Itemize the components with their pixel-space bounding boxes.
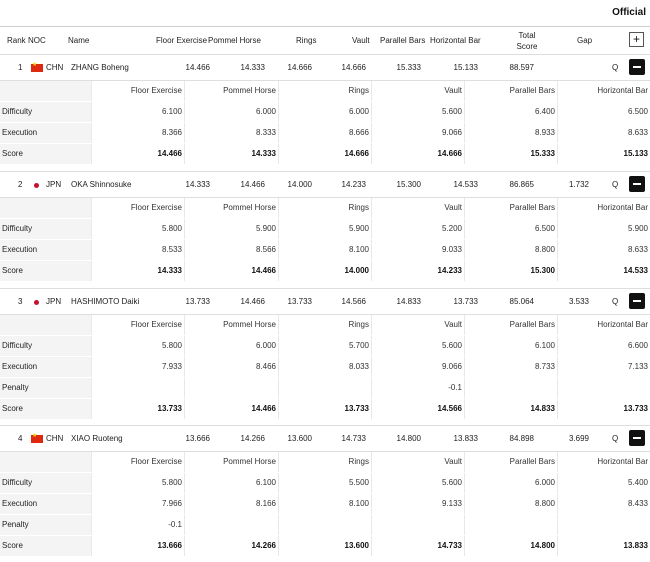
detail-cell bbox=[557, 378, 650, 398]
detail-apparatus-header: Vault bbox=[371, 315, 464, 335]
detail-cell: 6.000 bbox=[278, 102, 371, 122]
athlete-name[interactable]: OKA Shinnosuke bbox=[71, 180, 132, 189]
score-row bbox=[0, 536, 650, 556]
difficulty-row bbox=[0, 473, 650, 493]
detail-apparatus-header: Vault bbox=[371, 452, 464, 472]
detail-cell: 5.900 bbox=[278, 219, 371, 239]
detail-cell: 5.800 bbox=[91, 336, 184, 356]
detail-cell: 14.733 bbox=[371, 536, 464, 556]
detail-apparatus-header: Vault bbox=[371, 198, 464, 218]
apparatus-score: 14.333 bbox=[185, 180, 210, 189]
detail-apparatus-header: Rings bbox=[278, 315, 371, 335]
athlete-row[interactable] bbox=[0, 54, 650, 81]
results-table-header bbox=[0, 27, 650, 54]
results-status: Official bbox=[612, 7, 646, 18]
execution-row bbox=[0, 123, 650, 143]
detail-apparatus-header: Floor Exercise bbox=[91, 452, 184, 472]
detail-cell bbox=[184, 515, 278, 535]
detail-cell: 5.400 bbox=[557, 473, 650, 493]
qualification-badge: Q bbox=[612, 63, 619, 72]
difficulty-row bbox=[0, 219, 650, 239]
detail-cell bbox=[557, 515, 650, 535]
detail-cell: 5.200 bbox=[371, 219, 464, 239]
detail-cell: 8.466 bbox=[184, 357, 278, 377]
detail-cell: 8.633 bbox=[557, 240, 650, 260]
detail-header-spacer bbox=[0, 452, 91, 472]
penalty-row bbox=[0, 378, 650, 398]
athlete-noc: JPN bbox=[46, 180, 62, 189]
athlete-name[interactable]: ZHANG Boheng bbox=[71, 63, 129, 72]
detail-cell: 6.000 bbox=[184, 336, 278, 356]
athlete-row[interactable] bbox=[0, 171, 650, 198]
execution-row bbox=[0, 494, 650, 514]
collapse-row-button[interactable] bbox=[629, 59, 645, 75]
detail-row-label: Execution bbox=[0, 357, 91, 377]
detail-apparatus-header: Horizontal Bar bbox=[557, 81, 650, 101]
detail-apparatus-header: Horizontal Bar bbox=[557, 198, 650, 218]
detail-cell: 8.166 bbox=[184, 494, 278, 514]
detail-cell: 9.066 bbox=[371, 123, 464, 143]
apparatus-score: 15.133 bbox=[453, 63, 478, 72]
difficulty-row bbox=[0, 102, 650, 122]
detail-cell: 15.133 bbox=[557, 144, 650, 164]
score-row bbox=[0, 261, 650, 281]
detail-cell: 5.600 bbox=[371, 336, 464, 356]
detail-cell bbox=[278, 378, 371, 398]
qualification-badge: Q bbox=[612, 297, 619, 306]
athlete-total-score: 85.064 bbox=[509, 297, 534, 306]
apparatus-score: 14.566 bbox=[341, 297, 366, 306]
execution-row bbox=[0, 357, 650, 377]
collapse-row-button[interactable] bbox=[629, 430, 645, 446]
detail-header-row bbox=[0, 198, 650, 218]
detail-cell: 15.333 bbox=[464, 144, 557, 164]
detail-cell: 6.500 bbox=[557, 102, 650, 122]
athlete-name[interactable]: XIAO Ruoteng bbox=[71, 434, 123, 443]
detail-cell: 9.133 bbox=[371, 494, 464, 514]
detail-header-row bbox=[0, 452, 650, 472]
detail-apparatus-header: Pommel Horse bbox=[184, 81, 278, 101]
apparatus-score: 13.833 bbox=[453, 434, 478, 443]
detail-cell: 5.700 bbox=[278, 336, 371, 356]
detail-cell: 14.000 bbox=[278, 261, 371, 281]
athlete-noc: JPN bbox=[46, 297, 62, 306]
detail-cell bbox=[464, 515, 557, 535]
detail-cell: 5.600 bbox=[371, 473, 464, 493]
detail-cell: 8.033 bbox=[278, 357, 371, 377]
detail-apparatus-header: Floor Exercise bbox=[91, 315, 184, 335]
apparatus-score: 14.666 bbox=[287, 63, 312, 72]
detail-cell: 15.300 bbox=[464, 261, 557, 281]
detail-row-label: Score bbox=[0, 536, 91, 556]
detail-cell: 5.900 bbox=[557, 219, 650, 239]
detail-cell: 8.933 bbox=[464, 123, 557, 143]
apparatus-score: 14.466 bbox=[185, 63, 210, 72]
athlete-gap: 1.732 bbox=[568, 180, 589, 189]
athlete-row[interactable] bbox=[0, 288, 650, 315]
detail-apparatus-header: Parallel Bars bbox=[464, 315, 557, 335]
detail-cell: 9.033 bbox=[371, 240, 464, 260]
athlete-row[interactable] bbox=[0, 425, 650, 452]
penalty-row bbox=[0, 515, 650, 535]
athlete-rank: 3 bbox=[18, 297, 23, 306]
detail-cell: 13.733 bbox=[278, 399, 371, 419]
apparatus-score: 14.000 bbox=[287, 180, 312, 189]
detail-cell: -0.1 bbox=[371, 378, 464, 398]
detail-apparatus-header: Horizontal Bar bbox=[557, 452, 650, 472]
detail-apparatus-header: Parallel Bars bbox=[464, 198, 557, 218]
athlete-gap: 3.699 bbox=[568, 434, 589, 443]
detail-cell: 5.600 bbox=[371, 102, 464, 122]
apparatus-score: 13.666 bbox=[185, 434, 210, 443]
detail-apparatus-header: Pommel Horse bbox=[184, 452, 278, 472]
detail-apparatus-header: Pommel Horse bbox=[184, 198, 278, 218]
detail-cell: 14.333 bbox=[184, 144, 278, 164]
detail-row-label: Penalty bbox=[0, 378, 91, 398]
detail-apparatus-header: Parallel Bars bbox=[464, 81, 557, 101]
detail-cell: 5.800 bbox=[91, 219, 184, 239]
athlete-rank: 2 bbox=[18, 180, 23, 189]
athlete-name[interactable]: HASHIMOTO Daiki bbox=[71, 297, 140, 306]
detail-cell: 7.933 bbox=[91, 357, 184, 377]
detail-cell: 6.600 bbox=[557, 336, 650, 356]
detail-cell: 6.000 bbox=[184, 102, 278, 122]
header-parallel-bars: Parallel Bars bbox=[380, 36, 426, 45]
apparatus-score: 14.233 bbox=[341, 180, 366, 189]
detail-cell bbox=[371, 515, 464, 535]
difficulty-row bbox=[0, 336, 650, 356]
apparatus-score: 14.466 bbox=[240, 180, 265, 189]
detail-cell: 14.666 bbox=[371, 144, 464, 164]
apparatus-score: 14.333 bbox=[240, 63, 265, 72]
detail-cell: 5.900 bbox=[184, 219, 278, 239]
athlete-noc: CHN bbox=[46, 63, 64, 72]
detail-cell: 6.100 bbox=[91, 102, 184, 122]
athlete-total-score: 88.597 bbox=[509, 63, 534, 72]
detail-cell bbox=[464, 378, 557, 398]
detail-header-spacer bbox=[0, 315, 91, 335]
detail-header-row bbox=[0, 315, 650, 335]
detail-cell: 8.666 bbox=[278, 123, 371, 143]
detail-cell: 14.466 bbox=[91, 144, 184, 164]
header-vault: Vault bbox=[352, 36, 370, 45]
apparatus-score: 13.733 bbox=[185, 297, 210, 306]
detail-row-label: Penalty bbox=[0, 515, 91, 535]
detail-cell: 13.666 bbox=[91, 536, 184, 556]
apparatus-score: 13.600 bbox=[287, 434, 312, 443]
apparatus-score: 15.300 bbox=[396, 180, 421, 189]
detail-cell: 8.433 bbox=[557, 494, 650, 514]
detail-cell: 6.500 bbox=[464, 219, 557, 239]
apparatus-score: 13.733 bbox=[287, 297, 312, 306]
detail-cell: 8.366 bbox=[91, 123, 184, 143]
detail-cell: 8.800 bbox=[464, 494, 557, 514]
detail-cell: 13.600 bbox=[278, 536, 371, 556]
apparatus-score: 14.800 bbox=[396, 434, 421, 443]
apparatus-score: 14.466 bbox=[240, 297, 265, 306]
detail-apparatus-header: Floor Exercise bbox=[91, 198, 184, 218]
apparatus-score: 15.333 bbox=[396, 63, 421, 72]
detail-cell bbox=[278, 515, 371, 535]
detail-row-label: Execution bbox=[0, 494, 91, 514]
detail-row-label: Score bbox=[0, 399, 91, 419]
detail-cell: 8.733 bbox=[464, 357, 557, 377]
detail-cell: 9.066 bbox=[371, 357, 464, 377]
detail-cell: 8.633 bbox=[557, 123, 650, 143]
detail-cell: 8.800 bbox=[464, 240, 557, 260]
detail-cell: 13.833 bbox=[557, 536, 650, 556]
detail-cell: 14.566 bbox=[371, 399, 464, 419]
header-pommel-horse: Pommel Horse bbox=[208, 36, 261, 45]
detail-cell: 6.000 bbox=[464, 473, 557, 493]
header-rank: Rank bbox=[7, 36, 26, 45]
detail-cell: 8.100 bbox=[278, 240, 371, 260]
detail-row-label: Score bbox=[0, 144, 91, 164]
execution-row bbox=[0, 240, 650, 260]
apparatus-score: 14.833 bbox=[396, 297, 421, 306]
header-horizontal-bar: Horizontal Bar bbox=[430, 36, 481, 45]
detail-apparatus-header: Rings bbox=[278, 452, 371, 472]
flag-china-icon bbox=[31, 435, 43, 443]
score-row bbox=[0, 144, 650, 164]
detail-cell bbox=[91, 378, 184, 398]
apparatus-score: 14.733 bbox=[341, 434, 366, 443]
header-name: Name bbox=[68, 36, 90, 45]
athlete-gap: 3.533 bbox=[568, 297, 589, 306]
detail-cell: 5.800 bbox=[91, 473, 184, 493]
flag-japan-icon bbox=[31, 181, 43, 189]
detail-cell: 14.800 bbox=[464, 536, 557, 556]
detail-cell: 8.533 bbox=[91, 240, 184, 260]
detail-cell: 7.966 bbox=[91, 494, 184, 514]
detail-cell: 6.100 bbox=[464, 336, 557, 356]
detail-row-label: Difficulty bbox=[0, 102, 91, 122]
detail-row-label: Difficulty bbox=[0, 219, 91, 239]
apparatus-score: 13.733 bbox=[453, 297, 478, 306]
detail-row-label: Difficulty bbox=[0, 336, 91, 356]
detail-cell: 8.100 bbox=[278, 494, 371, 514]
detail-header-spacer bbox=[0, 198, 91, 218]
collapse-row-button[interactable] bbox=[629, 176, 645, 192]
qualification-badge: Q bbox=[612, 180, 619, 189]
detail-apparatus-header: Parallel Bars bbox=[464, 452, 557, 472]
detail-cell: 13.733 bbox=[557, 399, 650, 419]
detail-cell: 6.400 bbox=[464, 102, 557, 122]
detail-header-spacer bbox=[0, 81, 91, 101]
athlete-rank: 4 bbox=[18, 434, 23, 443]
detail-cell: 7.133 bbox=[557, 357, 650, 377]
athlete-noc: CHN bbox=[46, 434, 64, 443]
detail-apparatus-header: Pommel Horse bbox=[184, 315, 278, 335]
header-gap: Gap bbox=[577, 36, 593, 45]
score-row bbox=[0, 399, 650, 419]
header-noc: NOC bbox=[28, 36, 46, 45]
header-rings: Rings bbox=[296, 36, 317, 45]
detail-row-label: Execution bbox=[0, 123, 91, 143]
detail-cell bbox=[184, 378, 278, 398]
detail-cell: -0.1 bbox=[91, 515, 184, 535]
flag-china-icon bbox=[31, 64, 43, 72]
header-total-score: Total Score bbox=[516, 31, 538, 51]
header-floor-exercise: Floor Exercise bbox=[156, 36, 208, 45]
detail-row-label: Difficulty bbox=[0, 473, 91, 493]
qualification-badge: Q bbox=[612, 434, 619, 443]
detail-cell: 14.833 bbox=[464, 399, 557, 419]
detail-apparatus-header: Horizontal Bar bbox=[557, 315, 650, 335]
athlete-rank: 1 bbox=[18, 63, 23, 72]
detail-cell: 14.466 bbox=[184, 261, 278, 281]
detail-cell: 8.333 bbox=[184, 123, 278, 143]
apparatus-score: 14.266 bbox=[240, 434, 265, 443]
expand-all-button[interactable]: + bbox=[629, 32, 644, 47]
detail-apparatus-header: Rings bbox=[278, 198, 371, 218]
flag-japan-icon bbox=[31, 298, 43, 306]
detail-cell: 8.566 bbox=[184, 240, 278, 260]
detail-header-row bbox=[0, 81, 650, 101]
detail-cell: 14.333 bbox=[91, 261, 184, 281]
detail-row-label: Score bbox=[0, 261, 91, 281]
detail-cell: 14.666 bbox=[278, 144, 371, 164]
detail-cell: 5.500 bbox=[278, 473, 371, 493]
detail-apparatus-header: Rings bbox=[278, 81, 371, 101]
detail-cell: 14.266 bbox=[184, 536, 278, 556]
detail-cell: 14.466 bbox=[184, 399, 278, 419]
detail-apparatus-header: Vault bbox=[371, 81, 464, 101]
apparatus-score: 14.533 bbox=[453, 180, 478, 189]
athlete-total-score: 84.898 bbox=[509, 434, 534, 443]
detail-row-label: Execution bbox=[0, 240, 91, 260]
detail-cell: 14.233 bbox=[371, 261, 464, 281]
apparatus-score: 14.666 bbox=[341, 63, 366, 72]
collapse-row-button[interactable] bbox=[629, 293, 645, 309]
detail-cell: 13.733 bbox=[91, 399, 184, 419]
athlete-total-score: 86.865 bbox=[509, 180, 534, 189]
detail-cell: 6.100 bbox=[184, 473, 278, 493]
detail-cell: 14.533 bbox=[557, 261, 650, 281]
detail-apparatus-header: Floor Exercise bbox=[91, 81, 184, 101]
